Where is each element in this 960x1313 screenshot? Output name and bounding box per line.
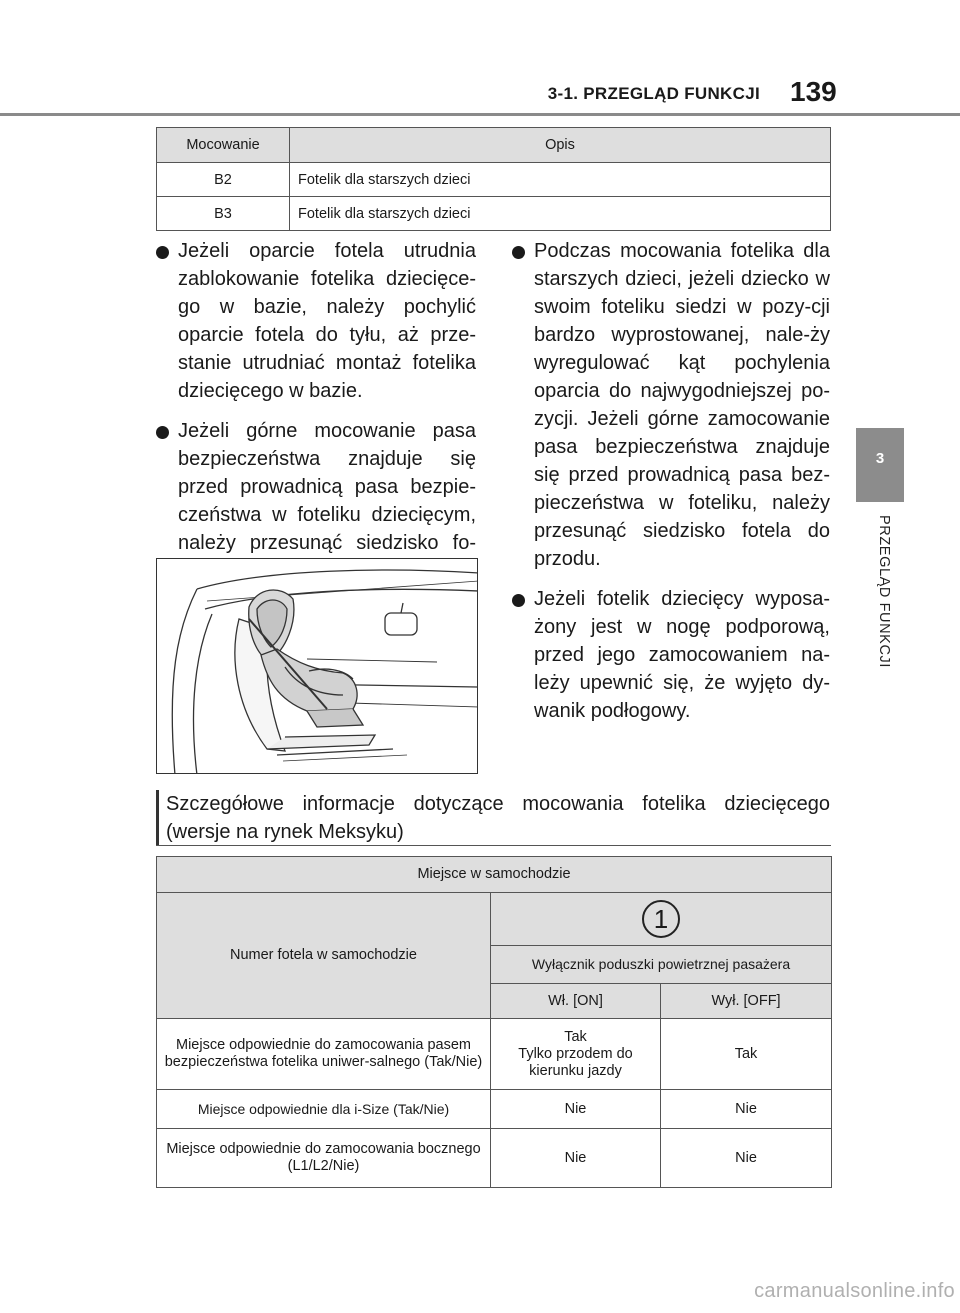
- child-seat-drawing: [157, 559, 478, 774]
- right-text-column: [512, 237, 830, 737]
- table-row: [157, 1129, 832, 1188]
- column-header-mounting: Mocowanie: [157, 128, 290, 163]
- table-cell: Nie: [491, 1129, 661, 1188]
- section-heading: Szczegółowe informacje dotyczące mocowania fotelika dziecięcego (wersje na rynek Meksyku): [166, 793, 830, 843]
- location-header: Miejsce w samochodzie: [157, 857, 832, 893]
- row-label: Miejsce odpowiednie do zamocowania bocznego (L1/L2/Nie): [157, 1129, 491, 1188]
- section-heading-rule: [156, 845, 831, 846]
- watermark: carmanualsonline.info: [754, 1280, 955, 1302]
- table-row: [157, 163, 831, 197]
- row-label: Miejsce odpowiednie do zamocowania pasem bezpieczeństwa fotelika uniwer-salnego (Tak/Nie): [157, 1019, 491, 1090]
- table-cell: Nie: [491, 1090, 661, 1129]
- bullet-icon: [156, 246, 169, 259]
- bullet-icon: [156, 426, 169, 439]
- seat-number-badge: 1: [642, 900, 680, 938]
- table-row: [157, 1019, 832, 1090]
- table-row: [157, 197, 831, 231]
- table-cell: Fotelik dla starszych dzieci: [290, 197, 831, 231]
- table-row: [157, 893, 832, 946]
- chapter-side-label-text: PRZEGLĄD FUNKCJI: [876, 515, 892, 669]
- table-cell: Fotelik dla starszych dzieci: [290, 163, 831, 197]
- table-cell: B2: [157, 163, 290, 197]
- switch-off-header: Wył. [OFF]: [661, 984, 832, 1019]
- bullet-text: Jeżeli fotelik dziecięcy wyposa-żony jest w nogę podporową, przed jego zamocowaniem na-leży upewnić się, że wyjęto dy-wanik podłogowy.: [534, 588, 830, 722]
- page-number: 139: [790, 76, 837, 107]
- list-item: [156, 237, 476, 405]
- chapter-side-label: [868, 515, 892, 715]
- list-item: [512, 585, 830, 725]
- table-cell: Tak: [661, 1019, 832, 1090]
- table-cell: Nie: [661, 1129, 832, 1188]
- mounting-table: [156, 127, 831, 231]
- bullet-text: Podczas mocowania fotelika dla starszych dzieci, jeżeli dziecko w swoim foteliku siedzi w pozy-cji bardzo wyprostowanej, nale-ży wyregulować kąt pochylenia oparcia do najwygodniejszej po-zycji. Jeżeli górne zamocowanie pasa bezpieczeństwa znajduje się przed prowadnicą pasa bez-pieczeństwa w foteliku, należy przesunąć siedzisko fotela do przodu.: [534, 240, 830, 570]
- cell-line: kierunku jazdy: [529, 1062, 622, 1079]
- row-label: Miejsce odpowiednie dla i-Size (Tak/Nie): [157, 1090, 491, 1129]
- bullet-icon: [512, 246, 525, 259]
- bullet-icon: [512, 594, 525, 607]
- table-row: [157, 1090, 832, 1129]
- column-header-description: Opis: [290, 128, 831, 163]
- airbag-switch-label: Wyłącznik poduszki powietrznej pasażera: [491, 946, 832, 984]
- table-cell: B3: [157, 197, 290, 231]
- bullet-text: Jeżeli oparcie fotela utrudnia zablokowanie fotelika dziecięce-go w bazie, należy pochylić oparcie fotela do tyłu, aż prze-stanie utrudniać montaż fotelika dziecięcego w bazie.: [178, 240, 476, 402]
- cell-line: Tak: [564, 1028, 587, 1045]
- chapter-tab-number: 3: [875, 450, 885, 467]
- table-header-row: [157, 128, 831, 163]
- seat-suitability-table: [156, 856, 832, 1188]
- bullet-text: Jeżeli górne mocowanie pasa bezpieczeństwa znajduje się przed prowadnicą pasa bezpie-czeństwa w foteliku dziecięcym, należy przesunąć siedzisko fo-: [178, 420, 476, 554]
- section-title: 3-1. PRZEGLĄD FUNKCJI: [547, 84, 760, 103]
- table-cell: Nie: [661, 1090, 832, 1129]
- child-seat-illustration: [156, 558, 478, 774]
- table-cell: [491, 1019, 661, 1090]
- seat-number-cell: [491, 893, 832, 946]
- seat-number-label: Numer fotela w samochodzie: [157, 893, 491, 1019]
- switch-on-header: Wł. [ON]: [491, 984, 661, 1019]
- list-item: [512, 237, 830, 573]
- header-rule: [0, 113, 960, 116]
- section-heading-bar: [156, 790, 159, 846]
- table-row: [157, 857, 832, 893]
- left-text-column: [156, 237, 476, 597]
- cell-line: Tylko przodem do: [518, 1045, 633, 1062]
